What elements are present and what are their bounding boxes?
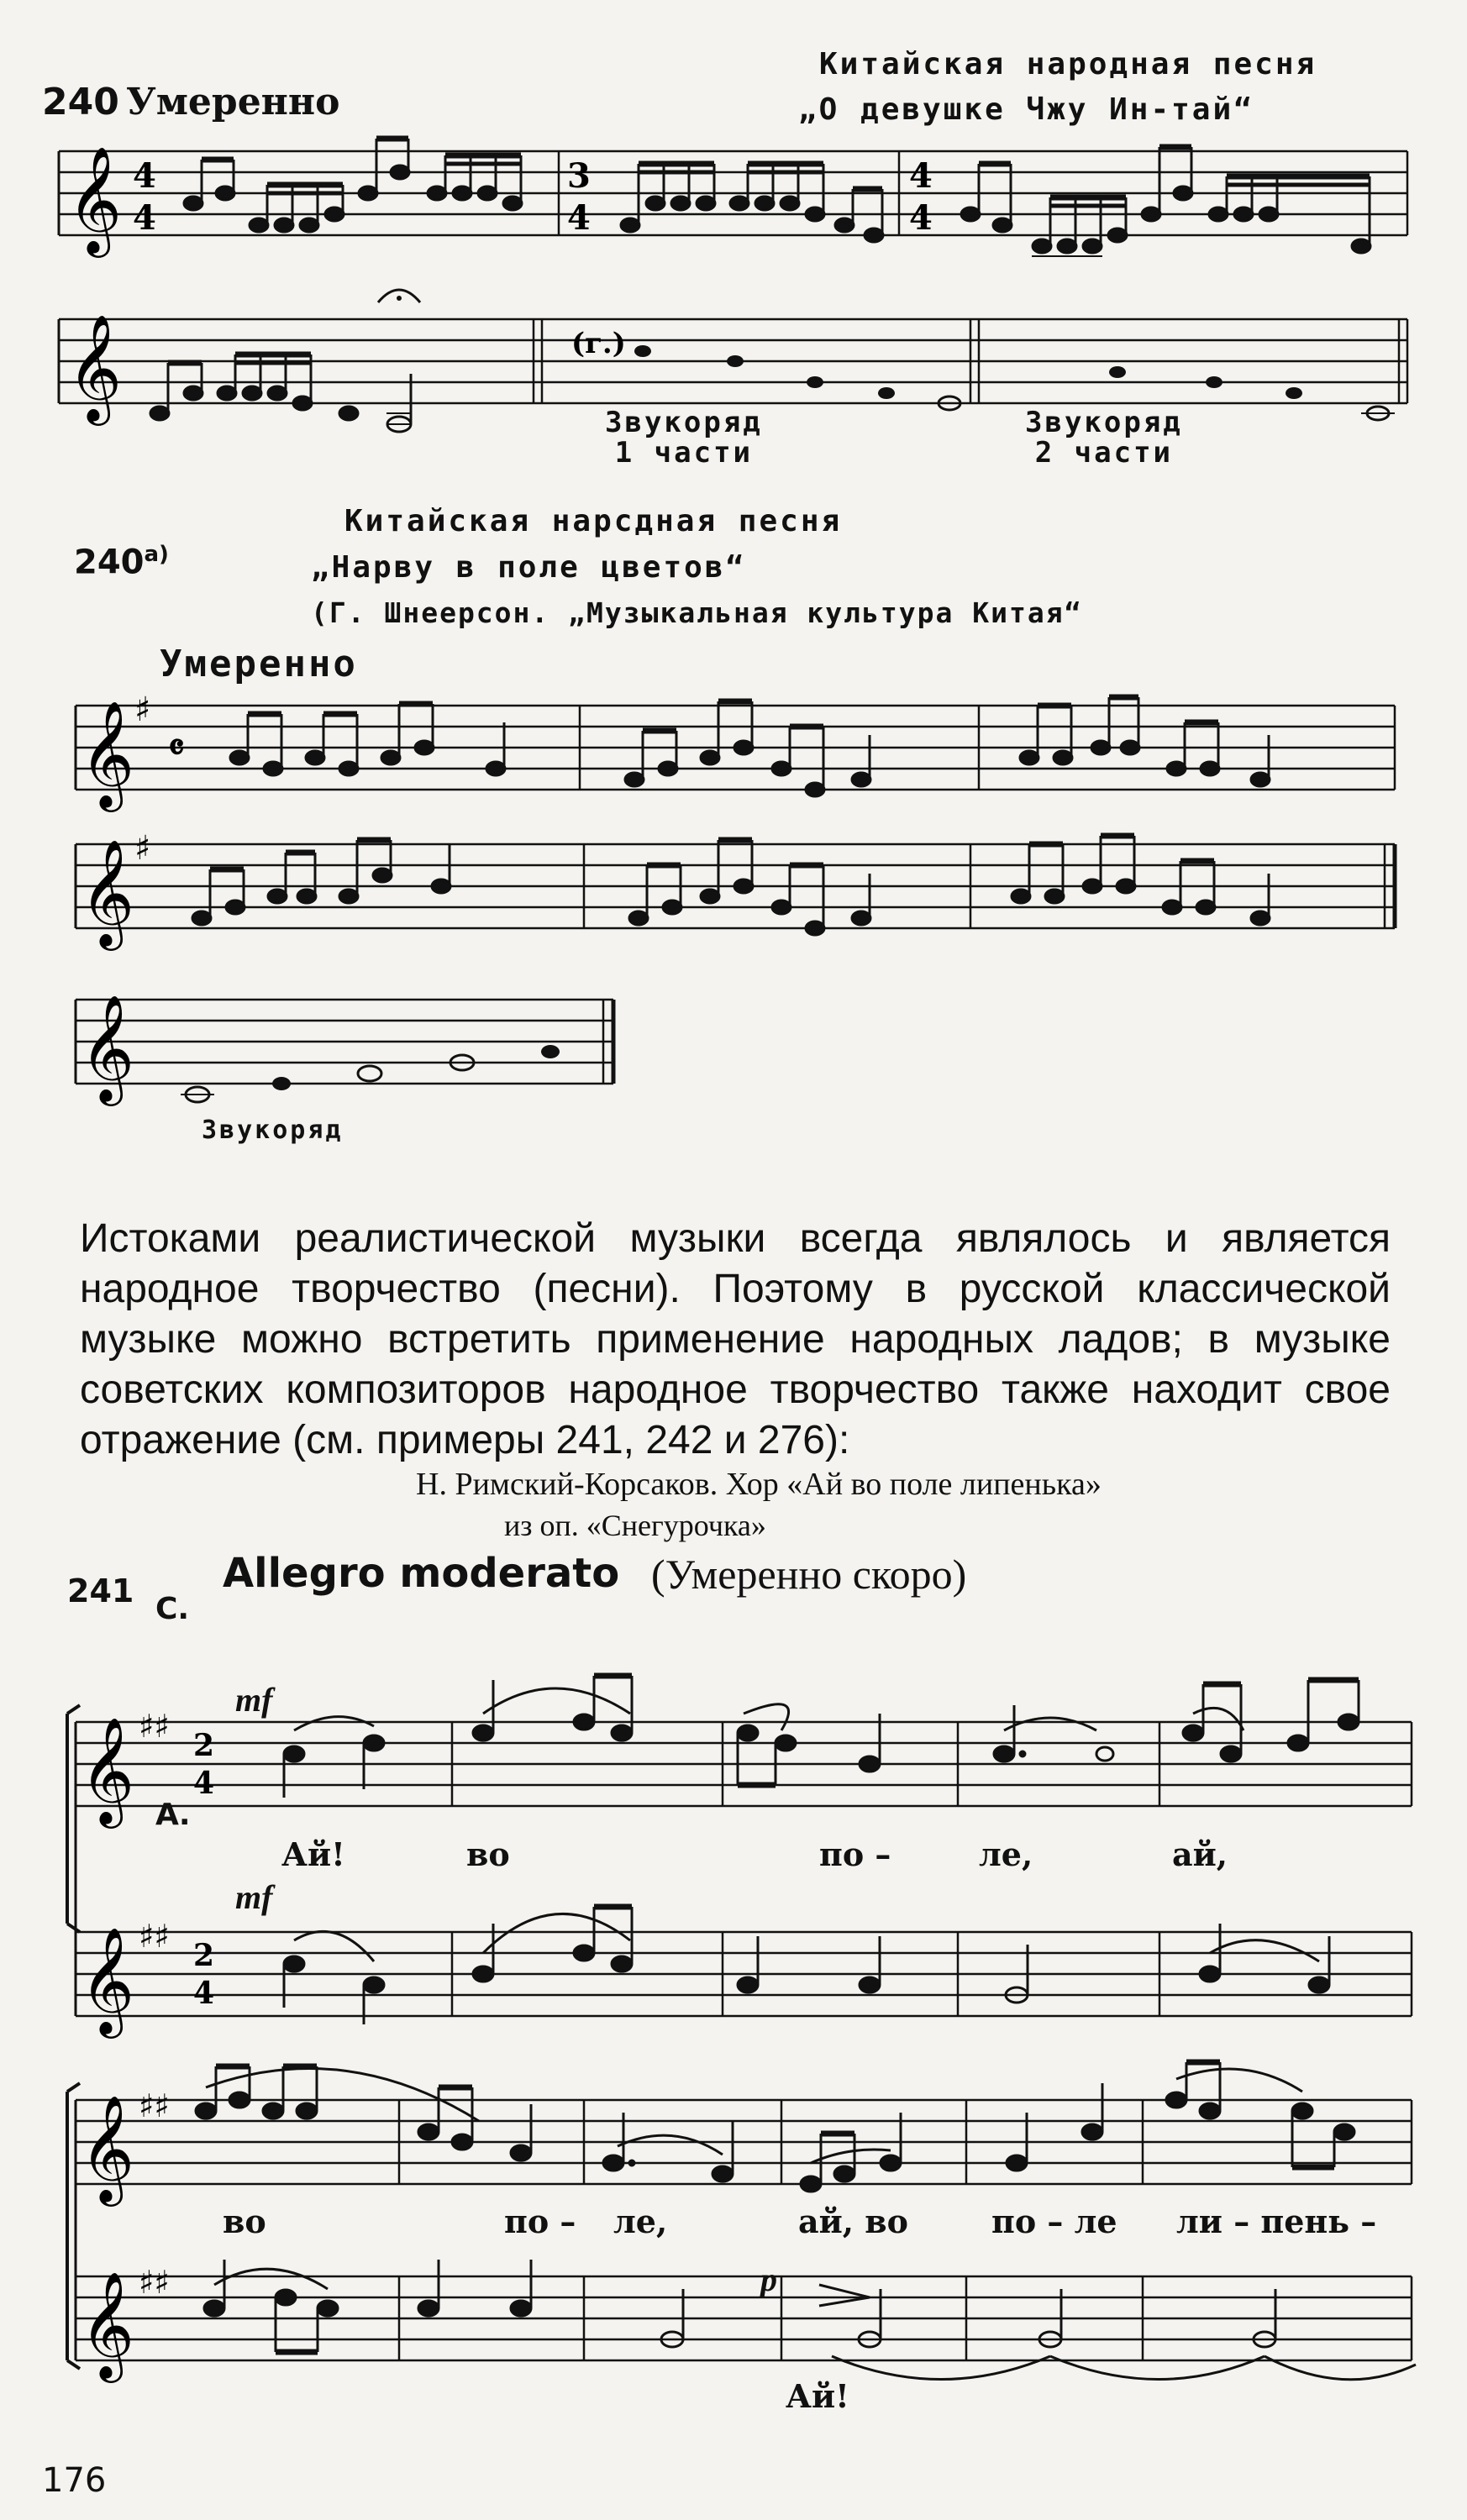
ex240a-tempo: Умеренно xyxy=(160,643,358,685)
svg-text:♯: ♯ xyxy=(134,829,151,868)
ex240a-scale-staff xyxy=(59,983,647,1117)
ex240-tempo: Умеренно xyxy=(126,81,340,123)
lyric-row2-4: ай, во xyxy=(798,2202,909,2240)
treble-clef-icon: 𝄞 xyxy=(80,700,135,807)
lyric-sop-3: по – xyxy=(819,1835,891,1873)
svg-text:♯♯: ♯♯ xyxy=(139,1918,170,1955)
ex241-system2 xyxy=(50,2071,1428,2440)
ex240-number: 240 xyxy=(42,81,119,123)
ex240a-staff-row1 xyxy=(59,689,1403,823)
treble-clef-icon: 𝄞 xyxy=(80,2271,135,2378)
lyric-sop-1: Ай! xyxy=(281,1835,345,1873)
body-paragraph: Истоками реалистической музыки всегда являлось и является народное творчество (песни). Поэтому в русской классической музыке можно встретить применение народных ладов; в музыке советских композиторов народное творчество также находит свое отражение (см. примеры 241, 242 и 276): xyxy=(80,1216,1391,1462)
svg-text:4: 4 xyxy=(193,1766,215,1801)
ex240a-source-ref: (Г. Шнеерсон. „Музыкальная культура Китая“ xyxy=(311,596,1083,629)
page-number: 176 xyxy=(42,2461,107,2500)
ex240-source-title: Китайская народная песня xyxy=(819,47,1317,81)
dynamic-mf-soprano: mf xyxy=(235,1681,273,1719)
lyric-alto-ai: Ай! xyxy=(786,2377,849,2415)
ex240-staff-row1 xyxy=(34,126,1412,294)
ex241-system1 xyxy=(50,1646,1428,2034)
voice-label-soprano: С. xyxy=(155,1592,190,1626)
ex240a-source-title: Китайская нарсдная песня xyxy=(344,504,843,538)
svg-text:3: 3 xyxy=(567,156,591,196)
lyric-row2-3: ле, xyxy=(613,2202,668,2240)
dynamic-mf-alto: mf xyxy=(235,1878,273,1916)
treble-clef-icon: 𝄞 xyxy=(80,994,135,1101)
ex240-scale-label-1: Звукоряд 1 части xyxy=(605,406,763,470)
lyric-row2-1: во xyxy=(223,2202,266,2240)
lyric-row2-6: ли – пень – xyxy=(1176,2202,1377,2240)
svg-text:4: 4 xyxy=(193,1976,215,2011)
svg-text:𝄴: 𝄴 xyxy=(168,727,185,769)
treble-clef-icon: 𝄞 xyxy=(80,1716,135,1824)
svg-text:2: 2 xyxy=(193,1728,215,1763)
ex240a-number: $240^{а)}$ xyxy=(74,542,169,582)
svg-text:♯: ♯ xyxy=(134,690,151,729)
svg-text:4: 4 xyxy=(909,156,933,196)
ex241-attribution-line1: Н. Римский-Корсаков. Хор «Ай во поле липенька» xyxy=(416,1467,1102,1502)
svg-text:4: 4 xyxy=(133,156,156,196)
ex241-tempo-italian: Allegro moderato xyxy=(223,1550,620,1597)
svg-text:4: 4 xyxy=(567,198,591,238)
ex240a-staff-row2 xyxy=(59,827,1403,962)
treble-clef-icon: 𝄞 xyxy=(80,2094,135,2202)
svg-text:♯♯: ♯♯ xyxy=(139,2087,170,2124)
dynamic-p-alto: p xyxy=(760,2260,777,2298)
ex241-number: 241 xyxy=(67,1572,134,1609)
lyric-row2-2: по – xyxy=(504,2202,576,2240)
voice-label-alto: А. xyxy=(155,1798,191,1832)
svg-text:♯♯: ♯♯ xyxy=(139,2264,170,2301)
ex240-scale-label-2: Звукоряд 2 части xyxy=(1025,406,1183,470)
treble-clef-icon: 𝄞 xyxy=(80,838,135,946)
svg-text:2: 2 xyxy=(193,1938,215,1973)
ex240-source-song: „О девушке Чжу Ин-тай“ xyxy=(798,92,1254,127)
svg-text:4: 4 xyxy=(133,198,156,238)
svg-text:♯♯: ♯♯ xyxy=(139,1708,170,1745)
svg-text:4: 4 xyxy=(909,198,933,238)
ex240a-source-song: „Нарву в поле цветов“ xyxy=(311,550,747,585)
lyric-sop-2: во xyxy=(466,1835,510,1873)
ex240a-scale-label: Звукоряд xyxy=(202,1116,344,1145)
lyric-row2-5: по – ле xyxy=(991,2202,1117,2240)
lyric-sop-5: ай, xyxy=(1172,1835,1228,1873)
scale-mark: (г.) xyxy=(571,327,626,360)
treble-clef-icon: 𝄞 xyxy=(80,1926,135,2034)
ex241-attribution-line2: из оп. «Снегурочка» xyxy=(504,1509,766,1542)
lyric-sop-4: ле, xyxy=(979,1835,1033,1873)
treble-clef-icon: 𝄞 xyxy=(67,145,123,253)
treble-clef-icon: 𝄞 xyxy=(67,313,123,421)
ex241-tempo-russian: (Умеренно скоро) xyxy=(651,1551,967,1598)
